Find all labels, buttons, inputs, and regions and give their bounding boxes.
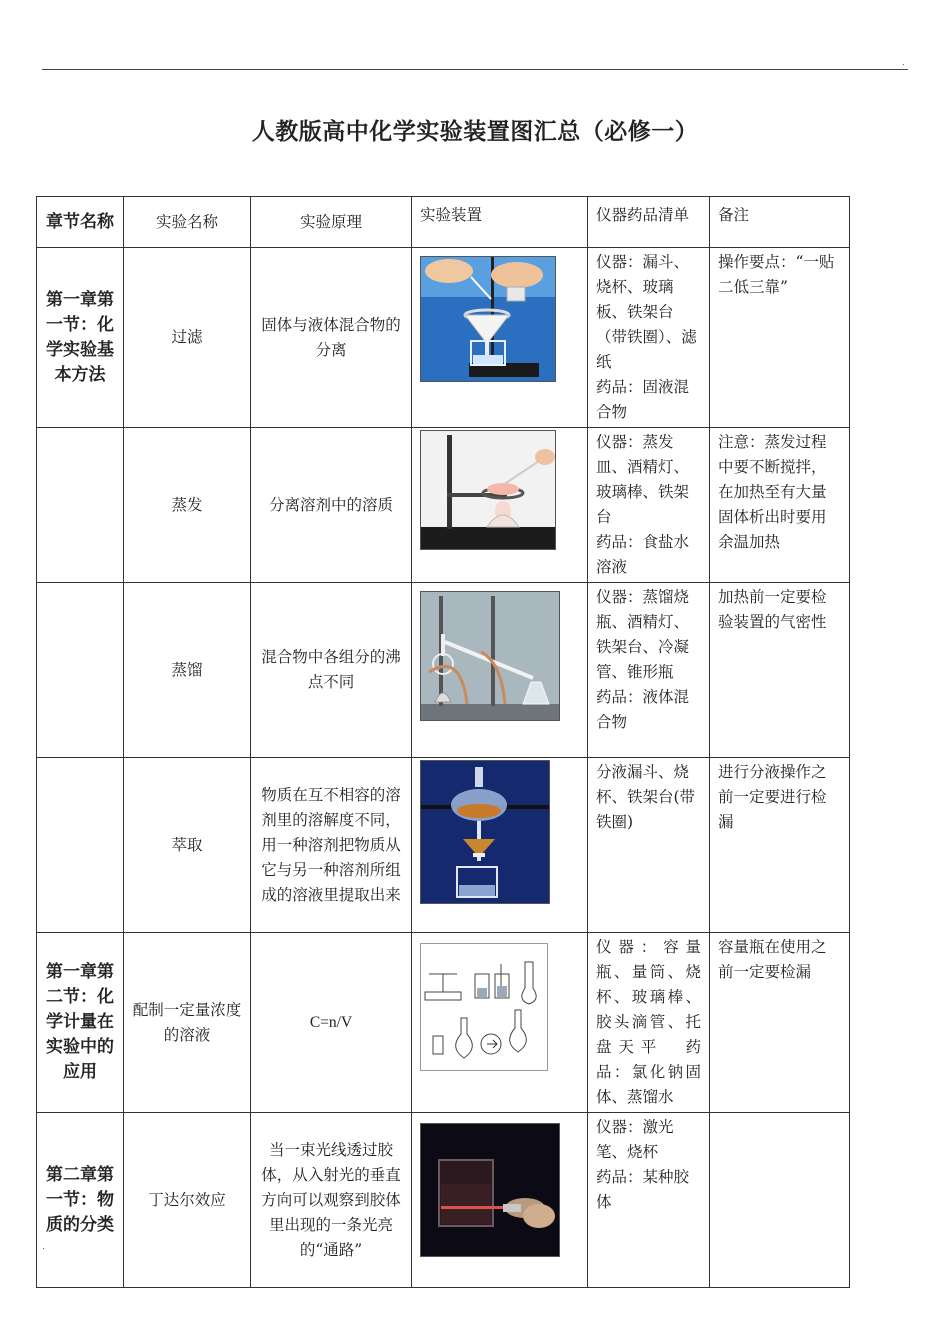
notes-cell: 进行分液操作之前一定要进行检漏	[710, 758, 850, 933]
experiment-principle: C=n/V	[251, 933, 412, 1113]
experiment-name: 过滤	[124, 248, 251, 428]
experiment-name: 萃取	[124, 758, 251, 933]
col-header-name: 实验名称	[124, 197, 251, 248]
materials-cell: 分液漏斗、烧杯、铁架台(带铁圈)	[588, 758, 710, 933]
experiment-name: 蒸发	[124, 428, 251, 583]
materials-cell: 仪器：激光笔、烧杯 药品：某种胶体	[588, 1113, 710, 1288]
col-header-notes: 备注	[710, 197, 850, 248]
filtration-photo	[420, 256, 556, 382]
materials-cell: 仪器：容量瓶、量筒、烧杯、玻璃棒、胶头滴管、托盘天平 药品：氯化钠固体、蒸馏水	[588, 933, 710, 1113]
notes-cell: 加热前一定要检验装置的气密性	[710, 583, 850, 758]
header-rule	[42, 69, 908, 70]
experiment-table	[36, 196, 850, 1288]
apparatus-cell	[412, 758, 588, 933]
materials-cell: 仪器：蒸发皿、酒精灯、玻璃棒、铁架台 药品：食盐水溶液	[588, 428, 710, 583]
apparatus-cell	[412, 1113, 588, 1288]
experiment-principle: 分离溶剂中的溶质	[251, 428, 412, 583]
notes-cell: 容量瓶在使用之前一定要检漏	[710, 933, 850, 1113]
notes-cell: 注意：蒸发过程中要不断搅拌，在加热至有大量固体析出时要用余温加热	[710, 428, 850, 583]
header-dot: .	[902, 58, 905, 68]
col-header-chapter: 章节名称	[37, 197, 124, 248]
table-row	[37, 933, 850, 1113]
experiment-name: 蒸馏	[124, 583, 251, 758]
table-row	[37, 1113, 850, 1288]
apparatus-cell	[412, 933, 588, 1113]
table-row	[37, 583, 850, 758]
chapter-cell: 第一章第一节：化学实验基本方法	[37, 248, 124, 428]
experiment-principle: 当一束光线透过胶体，从入射光的垂直方向可以观察到胶体里出现的一条光亮的“通路”	[251, 1113, 412, 1288]
experiment-principle: 物质在互不相容的溶剂里的溶解度不同，用一种溶剂把物质从它与另一种溶剂所组成的溶液里提取出来	[251, 758, 412, 933]
experiment-name: 丁达尔效应	[124, 1113, 251, 1288]
experiment-principle: 固体与液体混合物的分离	[251, 248, 412, 428]
apparatus-cell	[412, 428, 588, 583]
materials-cell: 仪器：漏斗、烧杯、玻璃板、铁架台（带铁圈）、滤纸 药品：固液混合物	[588, 248, 710, 428]
col-header-materials: 仪器药品清单	[588, 197, 710, 248]
chapter-cell	[37, 428, 124, 583]
experiment-principle: 混合物中各组分的沸点不同	[251, 583, 412, 758]
chapter-cell: 第一章第二节：化学计量在实验中的应用	[37, 933, 124, 1113]
table-row	[37, 758, 850, 933]
col-header-apparatus: 实验装置	[412, 197, 588, 248]
experiment-name: 配制一定量浓度的溶液	[124, 933, 251, 1113]
evaporation-photo	[420, 430, 556, 550]
chapter-cell: 第二章第一节：物质的分类	[37, 1113, 124, 1288]
chapter-cell	[37, 583, 124, 758]
tyndall-photo	[420, 1123, 560, 1257]
notes-cell: 操作要点：“一贴二低三靠”	[710, 248, 850, 428]
table-header-row	[37, 197, 850, 248]
chapter-cell	[37, 758, 124, 933]
table-row	[37, 428, 850, 583]
apparatus-cell	[412, 248, 588, 428]
solution-prep-diagram	[420, 943, 548, 1071]
table-row	[37, 248, 850, 428]
col-header-principle: 实验原理	[251, 197, 412, 248]
footer-dot: .	[42, 1242, 45, 1252]
materials-cell: 仪器：蒸馏烧瓶、酒精灯、铁架台、冷凝管、锥形瓶 药品：液体混合物	[588, 583, 710, 758]
distillation-photo	[420, 591, 560, 721]
extraction-photo	[420, 760, 550, 904]
notes-cell	[710, 1113, 850, 1288]
page-title: 人教版高中化学实验装置图汇总（必修一）	[251, 118, 699, 145]
apparatus-cell	[412, 583, 588, 758]
